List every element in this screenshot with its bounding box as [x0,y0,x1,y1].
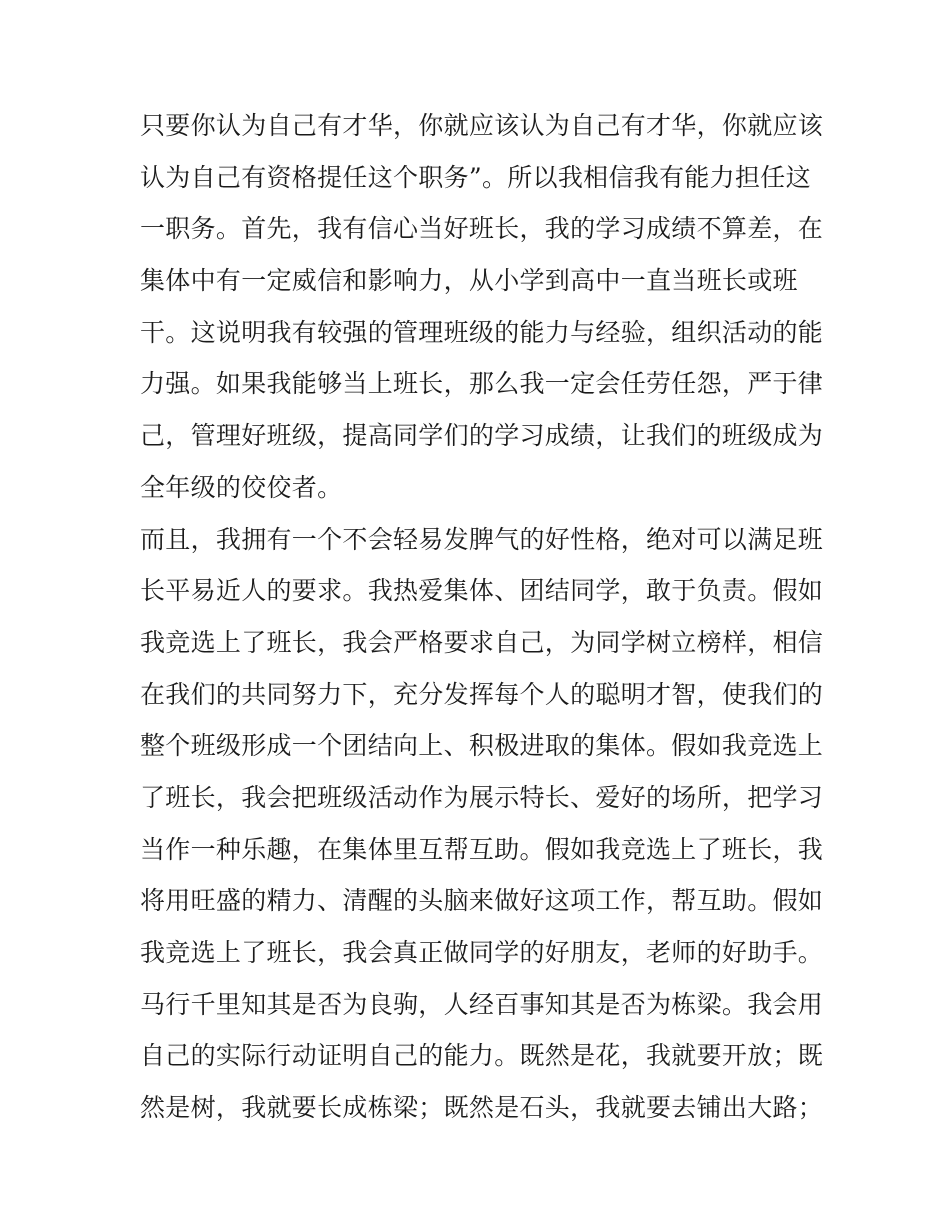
text-line: 力强。如果我能够当上班长，那么我一定会任劳任怨，严于律 [140,369,824,399]
text-line: 我竞选上了班长，我会真正做同学的好朋友，老师的好助手。 [140,938,824,967]
text-line: 一职务。首先，我有信心当好班长，我的学习成绩不算差，在 [140,214,824,244]
body-text [140,100,824,1134]
text-line: 己，管理好班级，提高同学们的学习成绩，让我们的班级成为 [140,421,824,451]
text-line: 然是树，我就要长成栋梁；既然是石头，我就要去铺出大路； [140,1093,824,1123]
text-line: 干。这说明我有较强的管理班级的能力与经验，组织活动的能 [140,317,824,347]
text-line: 整个班级形成一个团结向上、积极进取的集体。假如我竞选上 [140,731,824,761]
text-line: 马行千里知其是否为良驹，人经百事知其是否为栋梁。我会用 [140,989,824,1019]
text-line: 了班长，我会把班级活动作为展示特长、爱好的场所，把学习 [140,782,824,812]
text-line: 而且，我拥有一个不会轻易发脾气的好性格，绝对可以满足班 [140,524,824,554]
text-line: 长平易近人的要求。我热爱集体、团结同学，敢于负责。假如 [140,576,824,606]
text-line: 认为自己有资格提任这个职务”。所以我相信我有能力担任这 [140,162,811,192]
text-line: 自己的实际行动证明自己的能力。既然是花，我就要开放；既 [140,1041,824,1071]
text-line: 当作一种乐趣，在集体里互帮互助。假如我竞选上了班长，我 [140,834,824,864]
text-line: 集体中有一定威信和影响力，从小学到高中一直当班长或班 [140,266,798,296]
text-line: 我竞选上了班长，我会严格要求自己，为同学树立榜样，相信 [140,627,824,657]
text-line: 只要你认为自己有才华，你就应该认为自己有才华，你就应该 [140,111,824,140]
text-line: 全年级的佼佼者。 [140,472,343,502]
text-line: 在我们的共同努力下，充分发挥每个人的聪明才智，使我们的 [140,679,824,709]
text-line: 将用旺盛的精力、清醒的头脑来做好这项工作，帮互助。假如 [140,886,824,916]
